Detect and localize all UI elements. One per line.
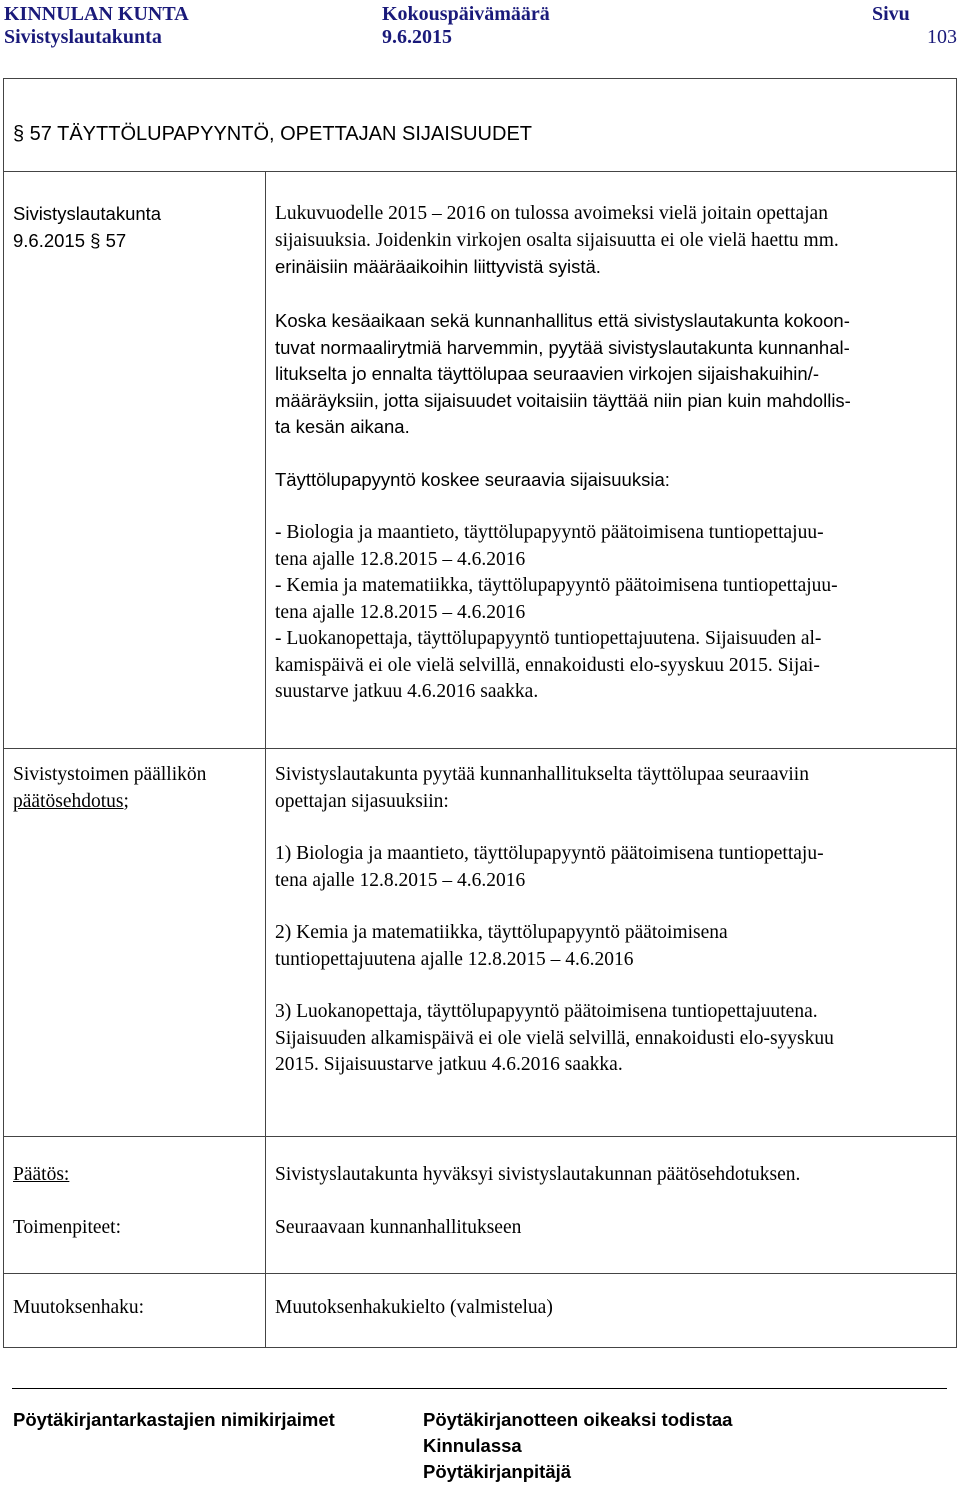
proposal-item: 2015. Sijaisuustarve jatkuu 4.6.2016 saakka. xyxy=(275,1054,623,1075)
side-ref: 9.6.2015 § 57 xyxy=(13,229,127,251)
date-label: Kokouspäivämäärä xyxy=(382,3,550,25)
body-name: Sivistyslautakunta xyxy=(4,26,162,48)
decision-label: Päätös: xyxy=(13,1164,70,1185)
text-line: Sivistyslautakunta pyytää kunnanhallitukselta täyttölupaa seuraaviin xyxy=(275,764,809,785)
side-labels xyxy=(13,201,161,254)
proposal-item: 1) Biologia ja maantieto, täyttölupapyyntö päätoimisena tuntiopettaju- xyxy=(275,843,824,864)
proposal-item: Sijaisuuden alkamispäivä ei ole vielä selvillä, ennakoidusti elo-syyskuu xyxy=(275,1027,834,1049)
text-line: litukselta jo ennalta täyttölupaa seuraavien virkojen sijaishakuihin/- xyxy=(275,363,820,384)
proposal-label-line: päätösehdotus; xyxy=(13,790,129,812)
text-line: opettajan sijasuuksiin: xyxy=(275,790,449,812)
divider xyxy=(4,1136,956,1137)
divider xyxy=(4,1273,956,1274)
prep-paragraph-1 xyxy=(275,201,839,281)
list-item: - Biologia ja maantieto, täyttölupapyyntö päätoimisena tuntiopettajuu- xyxy=(275,522,824,543)
proposal-item: tena ajalle 12.8.2015 – 4.6.2016 xyxy=(275,869,526,891)
decision-text: Sivistyslautakunta hyväksyi sivistyslautakunnan päätösehdotuksen. xyxy=(275,1164,801,1185)
footer-secretary: Pöytäkirjanpitäjä xyxy=(423,1461,572,1482)
footer-right xyxy=(423,1407,732,1485)
section-title: § 57 TÄYTTÖLUPAPYYNTÖ, OPETTAJAN SIJAISUUDET xyxy=(13,123,533,145)
list-item: - Kemia ja matematiikka, täyttölupapyyntö päätoimisena tuntiopettajuu- xyxy=(275,575,838,596)
text-line: sijaisuuksia. Joidenkin virkojen osalta sijaisuutta ei ole vielä haettu mm. xyxy=(275,229,839,251)
footer-left: Pöytäkirjantarkastajien nimikirjaimet xyxy=(13,1409,335,1430)
list-item: - Luokanopettaja, täyttölupapyyntö tuntiopettajuutena. Sijaisuuden al- xyxy=(275,628,822,649)
proposal-item: 3) Luokanopettaja, täyttölupapyyntö päätoimisena tuntiopettajuutena. xyxy=(275,1001,818,1022)
meeting-date: 9.6.2015 xyxy=(382,26,452,48)
org-name: KINNULAN KUNTA xyxy=(4,3,189,25)
text-line: ta kesän aikana. xyxy=(275,416,410,437)
divider xyxy=(4,171,956,172)
footer-certify: Pöytäkirjanotteen oikeaksi todistaa xyxy=(423,1409,733,1430)
list-item: suustarve jatkuu 4.6.2016 saakka. xyxy=(275,681,539,702)
proposal-label xyxy=(13,762,206,815)
header-left xyxy=(4,3,334,49)
text-line: tuvat normaalirytmiä harvemmin, pyytää sivistyslautakunta kunnanhal- xyxy=(275,336,850,358)
text-line: määräyksiin, jotta sijaisuudet voitaisiin täyttää niin pian kuin mahdollis- xyxy=(275,389,851,411)
text-line: Koska kesäaikaan sekä kunnanhallitus että sivistyslautakunta kokoon- xyxy=(275,310,850,331)
actions-text: Seuraavaan kunnanhallitukseen xyxy=(275,1217,522,1238)
list-item: kamispäivä ei ole vielä selvillä, ennakoidusti elo-syyskuu 2015. Sijai- xyxy=(275,654,820,676)
list-item: tena ajalle 12.8.2015 – 4.6.2016 xyxy=(275,601,526,623)
proposal-body xyxy=(275,762,834,1079)
proposal-item: tuntiopettajuutena ajalle 12.8.2015 – 4.6.2016 xyxy=(275,948,634,970)
divider xyxy=(4,748,956,749)
page-number: 103 xyxy=(927,26,957,48)
proposal-item: 2) Kemia ja matematiikka, täyttölupapyyntö päätoimisena xyxy=(275,922,728,943)
appeal-label: Muutoksenhaku: xyxy=(13,1297,145,1318)
prep-list xyxy=(275,520,838,706)
page-label: Sivu xyxy=(872,3,910,25)
footer-place: Kinnulassa xyxy=(423,1435,522,1456)
appeal-text: Muutoksenhakukielto (valmistelua) xyxy=(275,1297,553,1318)
text-line: Lukuvuodelle 2015 – 2016 on tulossa avoimeksi vielä joitain opettajan xyxy=(275,203,828,224)
footer-divider xyxy=(12,1388,947,1389)
column-divider xyxy=(265,171,266,1348)
prep-paragraph-2 xyxy=(275,308,851,441)
header-middle xyxy=(382,3,642,49)
proposal-label-line: Sivistystoimen päällikön xyxy=(13,764,207,785)
actions-label: Toimenpiteet: xyxy=(13,1217,122,1238)
list-item: tena ajalle 12.8.2015 – 4.6.2016 xyxy=(275,548,526,570)
header-right xyxy=(872,3,957,49)
side-org: Sivistyslautakunta xyxy=(13,203,162,224)
text-line: erinäisiin määräaikoihin liittyvistä syistä. xyxy=(275,256,601,277)
prep-paragraph-3: Täyttölupapyyntö koskee seuraavia sijaisuuksia: xyxy=(275,469,670,490)
